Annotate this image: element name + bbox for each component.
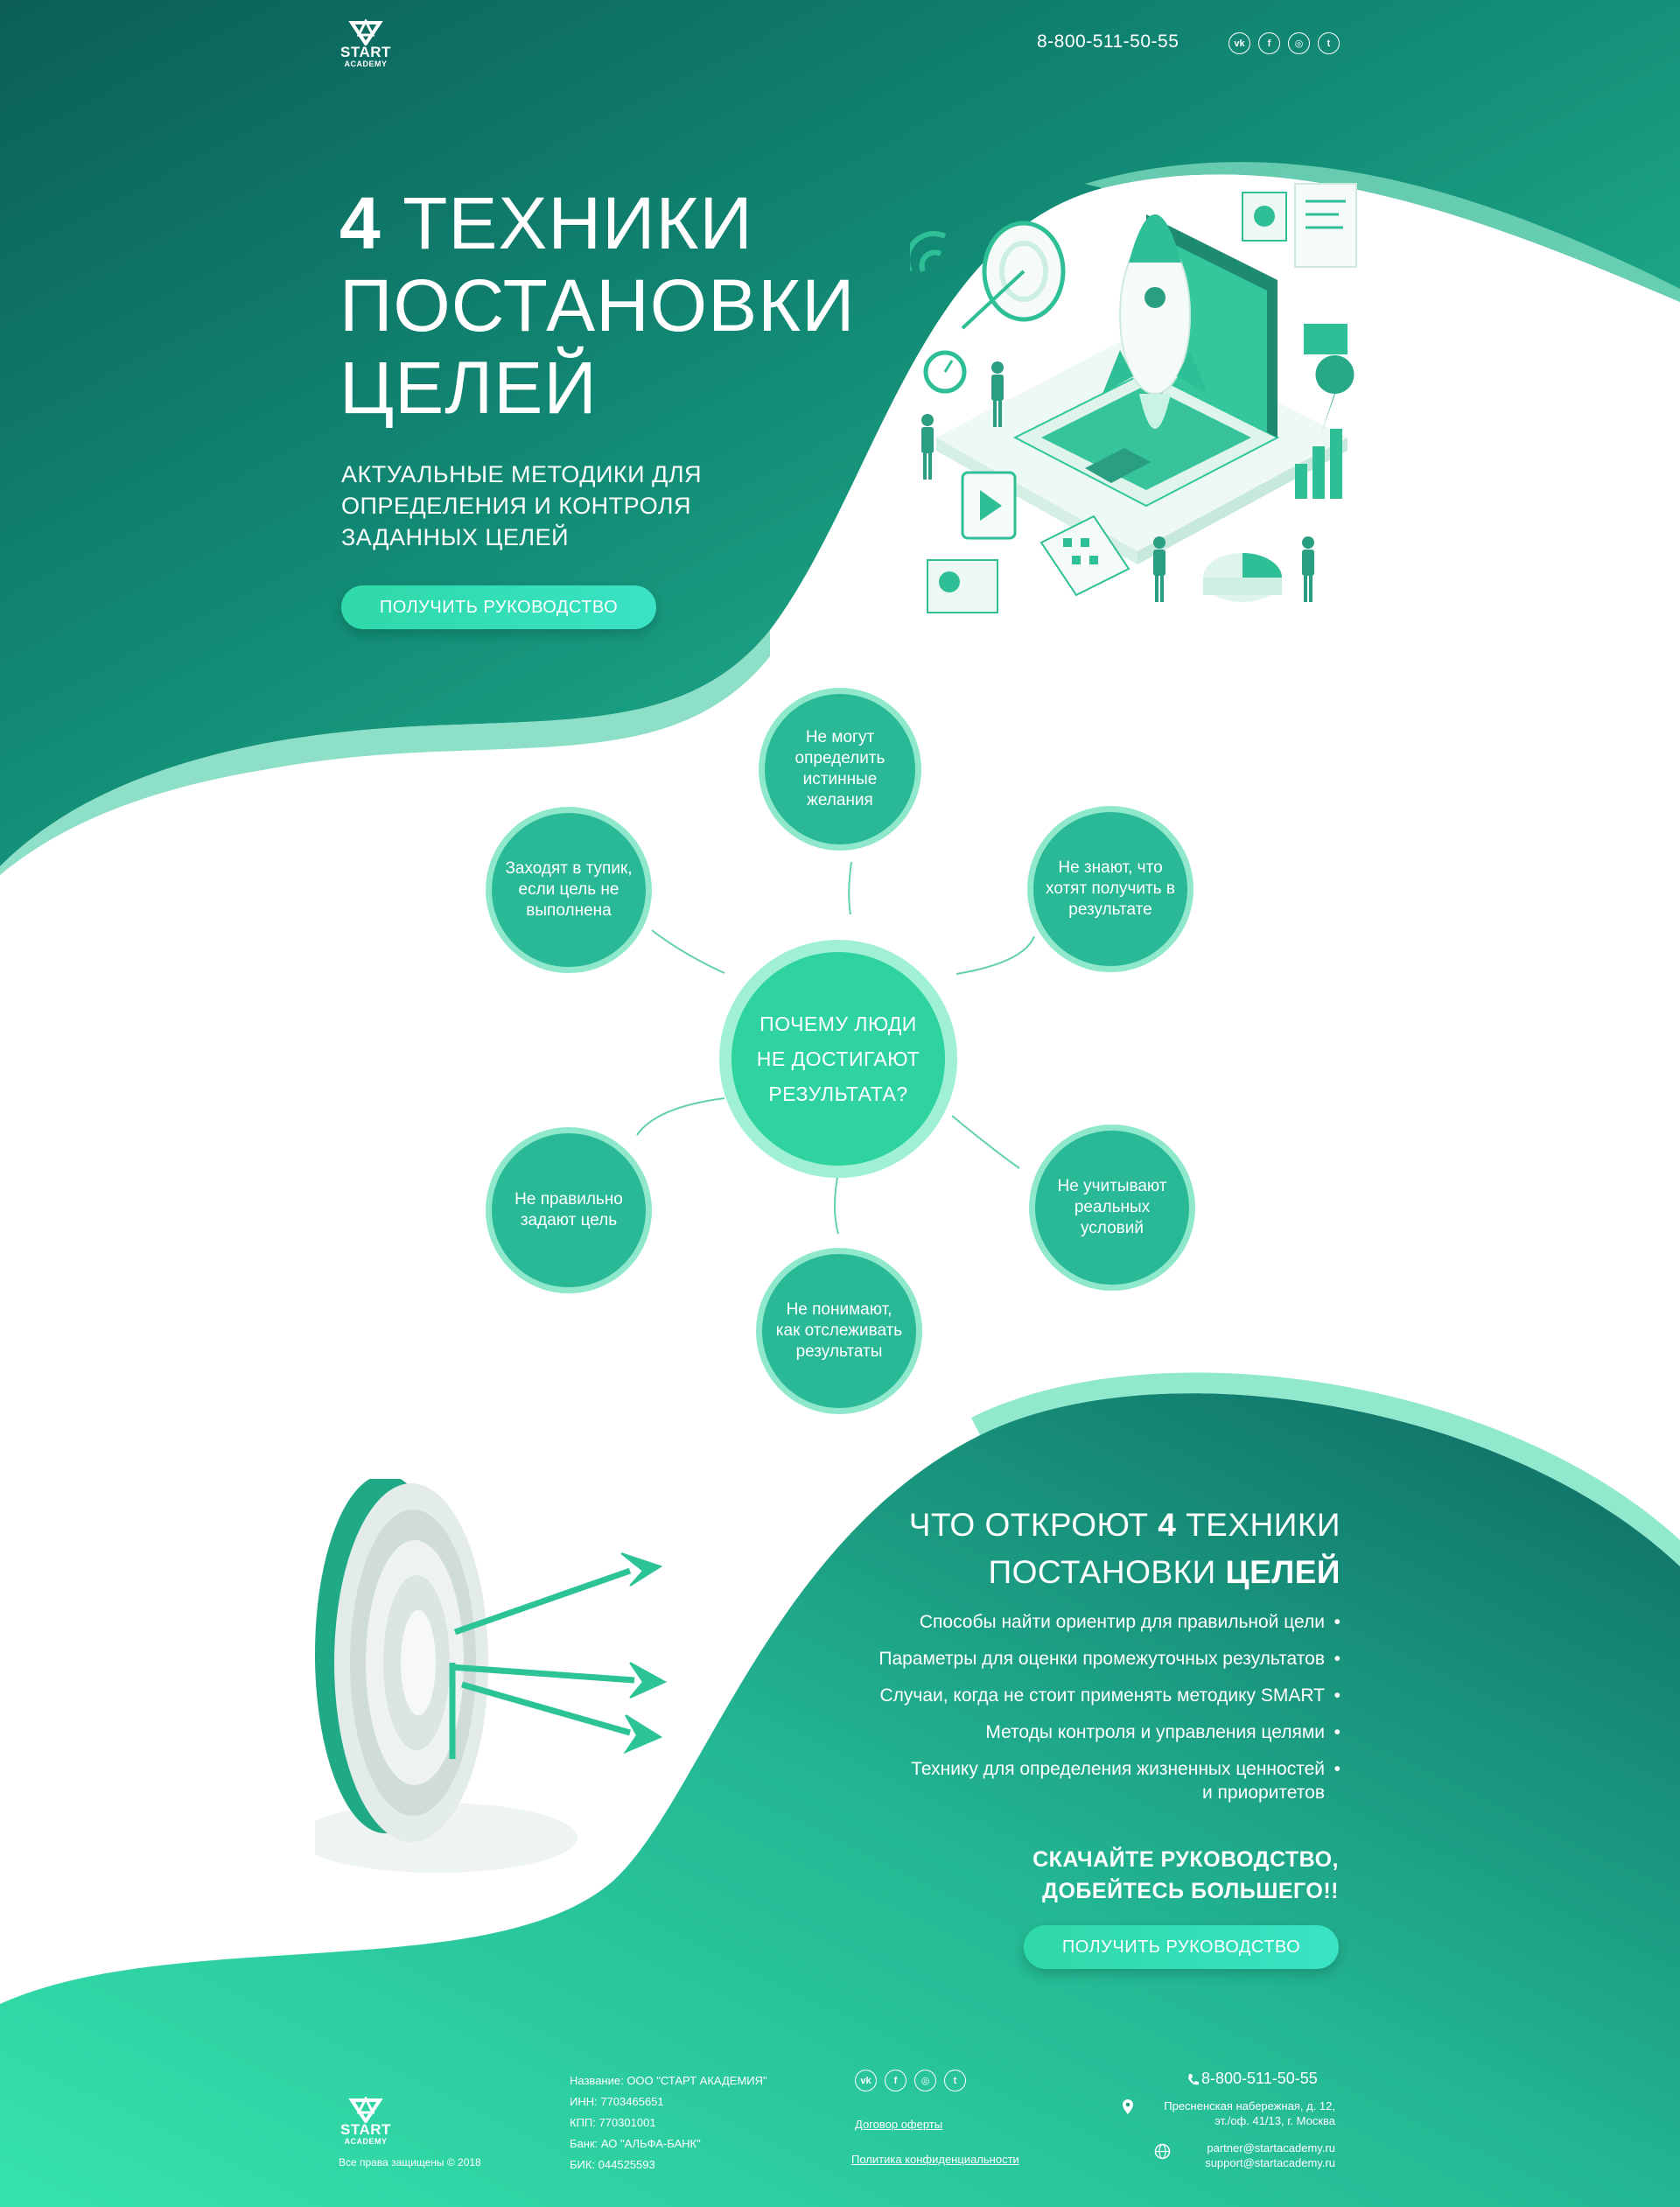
footer-legal-info bbox=[570, 2070, 767, 2175]
vk-icon[interactable]: vk bbox=[855, 2070, 877, 2091]
privacy-policy-link[interactable]: Политика конфиденциальности bbox=[851, 2153, 1019, 2166]
legal-bik: БИК: 044525593 bbox=[570, 2158, 655, 2171]
benefits-title-part2: ТЕХНИКИ bbox=[1186, 1507, 1340, 1543]
benefit-text: Параметры для оценки промежуточных результатов bbox=[878, 1649, 1325, 1669]
list-item: Технику для определения жизненных ценностей • и приоритетов bbox=[911, 1759, 1340, 1803]
globe-icon bbox=[1154, 2143, 1171, 2160]
reasons-center-line2: НЕ ДОСТИГАЮТ bbox=[756, 1047, 920, 1070]
header-phone[interactable]: 8-800-511-50-55 bbox=[1037, 32, 1180, 52]
reasons-center-line1: ПОЧЕМУ ЛЮДИ bbox=[760, 1012, 917, 1035]
legal-inn: ИНН: 7703465651 bbox=[570, 2095, 664, 2108]
facebook-icon[interactable]: f bbox=[885, 2070, 906, 2091]
logo-subtext: ACADEMY bbox=[344, 60, 388, 68]
hero-subtitle: АКТУАЛЬНЫЕ МЕТОДИКИ ДЛЯ ОПРЕДЕЛЕНИЯ И КОНТРОЛЯ ЗАДАННЫХ ЦЕЛЕЙ bbox=[341, 461, 703, 550]
footer-phone-number: 8-800-511-50-55 bbox=[1201, 2070, 1318, 2087]
reason-bubble-bottom-right: Не учитывают реальных условий bbox=[1029, 1125, 1195, 1291]
header-social bbox=[1228, 32, 1340, 54]
footer-copyright: Все права защищены © 2018 bbox=[339, 2156, 481, 2168]
benefits-list bbox=[878, 1610, 1340, 1818]
hero-title-word: ТЕХНИКИ bbox=[402, 182, 753, 264]
legal-bank: Банк: АО "АЛЬФА-БАНК" bbox=[570, 2137, 701, 2150]
reason-bubble-top-left: Заходят в тупик, если цель не выполнена bbox=[486, 807, 652, 973]
benefits-cta-text bbox=[1032, 1844, 1339, 1907]
footer-email-partner[interactable]: partner@startacademy.ru bbox=[1207, 2141, 1335, 2154]
benefit-text: Технику для определения жизненных ценностей bbox=[911, 1759, 1325, 1779]
reason-bubble-bottom: Не понимают, как отслеживать результаты bbox=[756, 1248, 922, 1414]
footer-logo[interactable] bbox=[340, 2097, 392, 2146]
logo-star-icon bbox=[346, 2097, 385, 2123]
footer-emails bbox=[1205, 2140, 1335, 2170]
facebook-icon[interactable]: f bbox=[1258, 32, 1280, 54]
hero-cta-button[interactable]: ПОЛУЧИТЬ РУКОВОДСТВО bbox=[341, 585, 656, 629]
benefit-text: Способы найти ориентир для правильной цели bbox=[919, 1612, 1325, 1632]
footer-address-line2: эт./оф. 41/13, г. Москва bbox=[1214, 2114, 1335, 2127]
offer-agreement-link[interactable]: Договор оферты bbox=[855, 2118, 943, 2131]
hero-title-number: 4 bbox=[340, 182, 382, 264]
hero-illustration bbox=[910, 175, 1365, 648]
twitter-icon[interactable]: t bbox=[1318, 32, 1340, 54]
benefits-title-part4: ЦЕЛЕЙ bbox=[1225, 1554, 1340, 1590]
reason-bubble-bottom-left: Не правильно задают цель bbox=[486, 1127, 652, 1293]
list-item: Параметры для оценки промежуточных результатов • bbox=[878, 1649, 1340, 1669]
vk-icon[interactable]: vk bbox=[1228, 32, 1250, 54]
benefits-title-part3: ПОСТАНОВКИ bbox=[988, 1554, 1216, 1590]
benefit-text: Случаи, когда не стоит применять методику SMART bbox=[879, 1685, 1325, 1706]
target-illustration bbox=[315, 1479, 682, 1881]
footer-email-support[interactable]: support@startacademy.ru bbox=[1205, 2156, 1335, 2169]
benefits-title-number: 4 bbox=[1158, 1507, 1177, 1543]
hero-title-line2: ПОСТАНОВКИ bbox=[340, 264, 856, 347]
location-pin-icon bbox=[1123, 2099, 1133, 2114]
benefit-text: Методы контроля и управления целями bbox=[985, 1722, 1325, 1742]
benefits-cta-button[interactable]: ПОЛУЧИТЬ РУКОВОДСТВО bbox=[1024, 1925, 1339, 1969]
footer-address bbox=[1164, 2098, 1335, 2128]
logo-star-icon bbox=[346, 19, 385, 46]
logo-text: START bbox=[340, 2121, 391, 2138]
benefits-title-part1: ЧТО ОТКРОЮТ bbox=[908, 1507, 1149, 1543]
logo-subtext: ACADEMY bbox=[344, 2137, 388, 2146]
footer-phone[interactable] bbox=[1186, 2070, 1318, 2088]
list-item: Случаи, когда не стоит применять методику SMART • bbox=[879, 1685, 1340, 1706]
hero-title-line3: ЦЕЛЕЙ bbox=[340, 347, 598, 429]
list-item: Методы контроля и управления целями • bbox=[985, 1722, 1340, 1742]
footer-address-line1: Пресненская набережная, д. 12, bbox=[1164, 2099, 1335, 2112]
logo[interactable] bbox=[340, 19, 392, 68]
benefits-cta-line1: СКАЧАЙТЕ РУКОВОДСТВО, bbox=[1032, 1847, 1339, 1872]
instagram-icon[interactable]: ◎ bbox=[1288, 32, 1310, 54]
reasons-center-bubble bbox=[719, 940, 957, 1178]
list-item: Способы найти ориентир для правильной цели • bbox=[919, 1612, 1340, 1632]
logo-text: START bbox=[340, 44, 391, 60]
benefits-cta-line2: ДОБЕЙТЕСЬ БОЛЬШЕГО!! bbox=[1042, 1879, 1339, 1903]
footer-social bbox=[855, 2070, 966, 2091]
instagram-icon[interactable]: ◎ bbox=[914, 2070, 936, 2091]
reason-bubble-top-right: Не знают, что хотят получить в результате bbox=[1027, 806, 1194, 972]
legal-name: Название: ООО "СТАРТ АКАДЕМИЯ" bbox=[570, 2074, 767, 2087]
twitter-icon[interactable]: t bbox=[944, 2070, 966, 2091]
reason-bubble-top: Не могут определить истинные желания bbox=[759, 688, 921, 851]
benefit-text-continued: и приоритетов bbox=[1201, 1783, 1325, 1803]
reasons-center-line3: РЕЗУЛЬТАТА? bbox=[768, 1082, 908, 1105]
benefits-title bbox=[909, 1502, 1340, 1596]
legal-kpp: КПП: 770301001 bbox=[570, 2116, 656, 2129]
hero-title bbox=[340, 182, 855, 429]
